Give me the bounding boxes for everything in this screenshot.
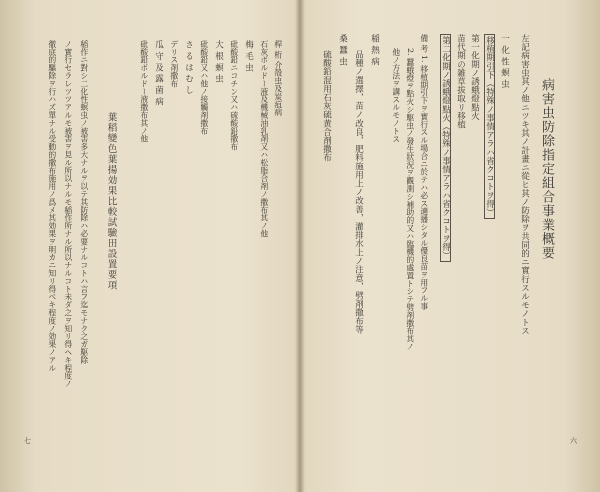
body-line-3: 徹底的驅除ヲ行ハズ單ナル受動的撒布施用ノ爲メ其効果ヲ明カニ知リ得ベキ程度ノ効果ノアル [47,40,57,372]
section-text-rice-blast: 品種ノ選擇，苗ノ改良，肥料施用上ノ改善，灌排水上ノ注意，劈剤撒布等 [353,50,364,334]
list-item-6: 砒酸鉛又ハ他ノ接觸剤撒布 [199,40,209,135]
box-item-1: 移植期引下（特殊ノ事情アラハ省クコトヲ得） [484,36,495,217]
body-line-2: ノ實行セラレツツアルモ被害ヲ見ル所以ナルモ稲作所ナル所以ナルコト未ダ之ヲ知リ得ヘキ程度ノ [63,40,73,388]
note-line-1: 備 考 1. 移植期引下ヲ實行スル場合ニ於テハ必ス適播シタル優良苗ヲ用フル事 [419,34,429,311]
page-number-left: 七 [24,437,31,445]
body-line-1: 稲作ニ對シ二化性螟虫ノ被害多大ナルヲ以テ其防除ハ必要ナルコトハ言フ迄モナク之ガ駆除 [79,40,89,364]
list-item-5: 大 根 螟 虫 [213,40,224,83]
box-item-2: 第一化期ノ誘蛾燈點火 [469,34,480,120]
list-item-7: さ る は む し [183,40,194,95]
page-number-right: 六 [570,437,577,445]
list-item-2: 石灰ボルドー液及機械油乳剤又ハ松脂合剤ノ撒布其ノ他 [259,40,269,238]
list-item-1: 桿 桁 介殼虫及炭疽病 [273,40,283,117]
list-item-8: デリス剤撒布 [169,40,179,88]
page-title: 病害虫防除指定組合事業概要 [539,78,554,260]
note-line-3: 他ノ方法ヲ講スルモノトス [391,48,401,143]
box-item-4: 第二化期ノ誘蛾燈點火（特殊ノ事情アラハ省クコトヲ得） [440,36,451,260]
section-heading-mulberry: 桑 蠶 虫 [337,34,348,66]
list-item-3: 梅 毛 虫 [243,40,254,72]
list-item-10: 砒酸鉛ボルドー液撒布其ノ他 [139,40,149,143]
intro-line-2: 一 化 性 螟 虫 [499,34,510,89]
list-item-4: 砒酸鉛ニコチン又ハ硫酸鉛撒布 [229,40,239,151]
section-text-mulberry: 硫酸鉛混用石灰硫黄合剤撒布 [321,50,332,162]
right-page [300,0,600,492]
box-item-3: 苗代期の雑草拔取リ移植 [455,34,466,129]
intro-line-1: 左記病害虫其ノ他ニツキ其ノ計畫ニ從ヒ其ノ防除ヲ共同的ニ實行スルモノトス [519,34,530,335]
section-heading-rice-blast: 稲 熱 病 [369,34,380,66]
section-heading: 葉稻變色葉揚効果比較試驗田設置要項 [105,112,117,291]
note-line-2: 2. 蠶蛾燈ヲ點火シ駆虫ノ發生狀況ヲ觀測シ補助的又ハ臨機的處置トシテ劈剤撒布其ノ [405,48,415,351]
list-item-9: 瓜 守 及 露 菌 病 [153,40,164,106]
